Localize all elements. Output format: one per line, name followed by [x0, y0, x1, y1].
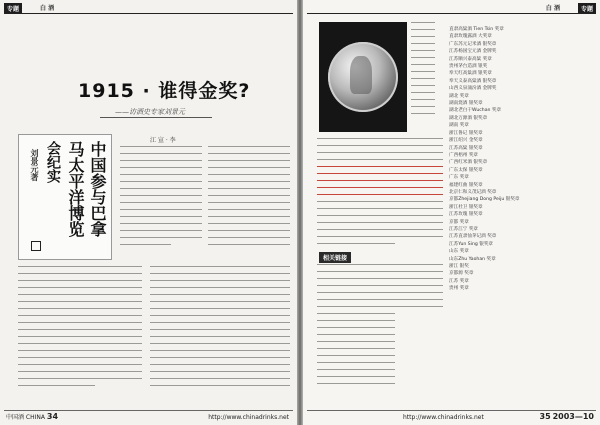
- article-author: 江 宣 · 李: [150, 137, 176, 144]
- right-footer: [540, 412, 594, 421]
- left-page-number: 34: [46, 412, 59, 421]
- list-item: 江苏Yun Sing 银奖章: [449, 241, 494, 247]
- calligraphy-col-1: 中国参与巴拿: [88, 141, 107, 237]
- list-item: 福建红曲 银奖章: [449, 182, 483, 188]
- list-item: 奉天红高粱酒 银奖章: [449, 71, 492, 77]
- right-header-rule: [307, 13, 596, 14]
- list-item: 浙江杜卫 银奖章: [449, 204, 483, 210]
- list-item: 湖南 奖章: [449, 123, 469, 129]
- seal-stamp: [31, 241, 41, 251]
- list-item: 江苏 奖章: [449, 278, 469, 284]
- list-item: 奉天义泰高粱酒 银奖章: [449, 78, 497, 84]
- list-item: 京都Zhejiang Dong Peiju 银奖章: [449, 197, 520, 203]
- footer-magazine-name: 中国酒 CHINA: [6, 414, 45, 421]
- left-header-column: 白 酒: [40, 5, 55, 12]
- list-item: 浙江鲁记 银奖章: [449, 130, 483, 136]
- list-item: 江苏顺兴泰高粱 奖章: [449, 56, 492, 62]
- body-text-block-3: [18, 266, 142, 398]
- list-item: 湖南烧酒 银奖章: [449, 101, 483, 107]
- list-item: 广东太保 银奖章: [449, 167, 483, 173]
- calligraphy-col-3: 会纪实: [45, 141, 61, 183]
- related-links-heading: 相关链接: [319, 252, 351, 263]
- list-item: 山西义泉涌汾酒 金牌奖: [449, 86, 497, 92]
- list-item: 山东Zhu Yaohan 奖章: [449, 256, 496, 262]
- right-page-number: 35: [539, 412, 551, 421]
- list-item: 江苏杨国宝元酒 金牌奖: [449, 49, 497, 55]
- list-item: 广西红米酒 银奖章: [449, 160, 488, 166]
- list-item: 京都源 奖章: [449, 271, 474, 277]
- calligraphy-col-2: 马太平洋博览: [66, 141, 85, 237]
- right-page: [303, 0, 600, 425]
- list-item: 京都 奖章: [449, 219, 469, 225]
- left-footer-url: http://www.chinadrinks.net: [208, 414, 289, 421]
- subtitle-rule: [100, 117, 212, 118]
- left-page: [0, 0, 297, 425]
- list-item: 广西梧州 奖章: [449, 152, 479, 158]
- list-item: 山东 奖章: [449, 249, 469, 255]
- coin-image: [328, 42, 398, 112]
- list-item: 贵州 奖章: [449, 286, 469, 292]
- list-item: 江苏高粱 银奖章: [449, 145, 483, 151]
- list-item: 广东苏元记米酒 银奖章: [449, 41, 497, 47]
- list-item: 江苏直隶仙茅记酒 奖章: [449, 234, 497, 240]
- right-footer-url: http://www.chinadrinks.net: [403, 414, 484, 421]
- left-footer: [6, 412, 58, 421]
- body-text-block-4: [150, 266, 290, 398]
- list-item: 广东 奖章: [449, 175, 469, 181]
- left-header-rule: [4, 13, 293, 14]
- list-item: 浙江绍兴 金奖章: [449, 138, 483, 144]
- list-item: 江苏江宁 奖章: [449, 226, 479, 232]
- list-item: 江苏玫瑰 银奖章: [449, 212, 483, 218]
- body-text-block-1: [120, 146, 202, 256]
- list-item: 直隶玫瑰露酒 大奖章: [449, 34, 492, 40]
- gold-coin-photo: [319, 22, 407, 132]
- left-footer-rule: [4, 410, 293, 411]
- article-subtitle: ——访酒史专家刘景元: [115, 108, 185, 116]
- calligraphy-signature: 刘景元著: [30, 149, 40, 181]
- list-item: 贵州茅台造酒 银奖: [449, 64, 488, 70]
- list-item: 北京仁和义茂记酒 奖章: [449, 189, 497, 195]
- list-item: 湖北老白干Wuchan 奖章: [449, 108, 502, 114]
- right-header-tag: 专题: [578, 3, 596, 14]
- award-list-text: [317, 264, 443, 398]
- list-item: 湖北 奖章: [449, 93, 469, 99]
- right-footer-rule: [307, 410, 596, 411]
- body-text-block-2: [208, 146, 290, 256]
- issue-number: 2003—10: [552, 412, 594, 421]
- list-item: 浙江 银奖: [449, 264, 469, 269]
- list-item: 直隶高粱酒 Tien Tsin 奖章: [449, 27, 504, 32]
- article-title: 1915 · 谁得金奖?: [78, 80, 251, 102]
- award-winner-list: [449, 26, 595, 293]
- list-item: 湖北万源酒 银奖章: [449, 115, 488, 121]
- left-header-tag: 专题: [4, 3, 22, 14]
- photo-caption: [411, 22, 435, 132]
- book-calligraphy: [18, 134, 112, 260]
- right-body-text: [317, 138, 443, 250]
- right-header-column: 白 酒: [545, 5, 560, 12]
